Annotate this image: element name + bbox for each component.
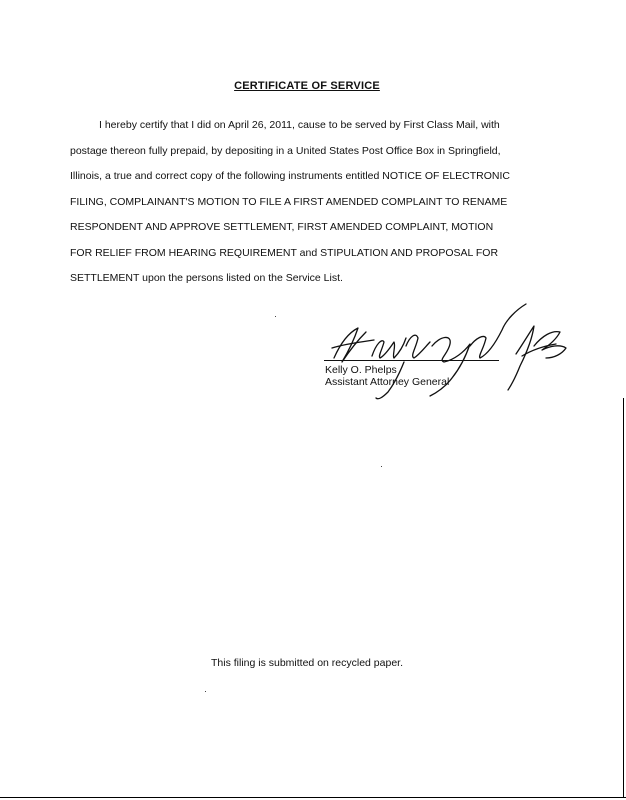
handwritten-signature [320, 296, 580, 406]
document-title: CERTIFICATE OF SERVICE [234, 80, 380, 92]
body-line-1: I hereby certify that I did on April 26, 2011, cause to be served by First Class Mail, with [99, 119, 500, 131]
scan-edge-bottom [0, 797, 626, 798]
signer-name: Kelly O. Phelps [325, 364, 397, 376]
body-line-7: SETTLEMENT upon the persons listed on the Service List. [70, 272, 343, 284]
body-line-6: FOR RELIEF FROM HEARING REQUIREMENT and STIPULATION AND PROPOSAL FOR [70, 246, 499, 259]
body-line-4: FILING, COMPLAINANT'S MOTION TO FILE A FIRST AMENDED COMPLAINT TO RENAME [70, 195, 508, 208]
signer-title: Assistant Attorney General [325, 376, 450, 388]
scan-speck [381, 466, 382, 467]
scan-speck [275, 316, 276, 317]
body-line-5: RESPONDENT AND APPROVE SETTLEMENT, FIRST AMENDED COMPLAINT, MOTION [70, 221, 494, 233]
scan-speck [205, 691, 206, 692]
body-line-2: postage thereon fully prepaid, by depositing in a United States Post Office Box in Springfield, [70, 144, 501, 157]
scan-edge-right [623, 398, 624, 798]
recycled-paper-note: This filing is submitted on recycled paper. [210, 657, 403, 669]
certificate-body [70, 113, 545, 292]
body-line-3: Illinois, a true and correct copy of the following instruments entitled NOTICE OF ELECTRONIC [70, 170, 511, 182]
